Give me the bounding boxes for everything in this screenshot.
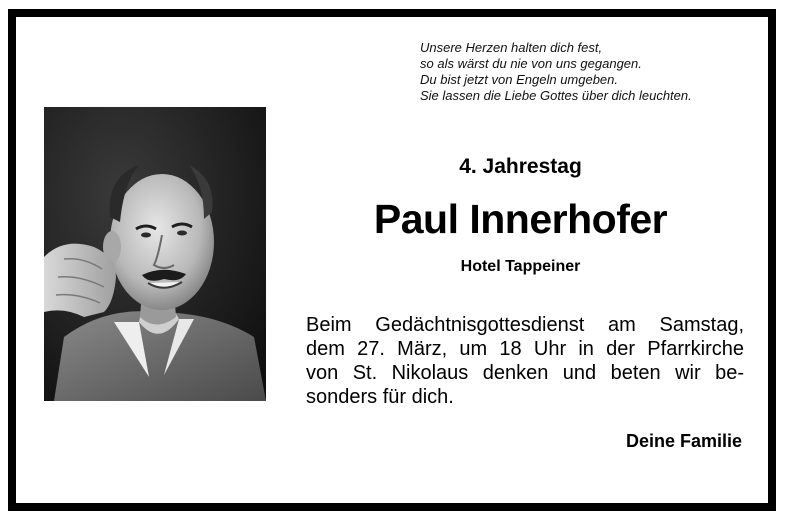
poem-line: Du bist jetzt von Engeln umgeben. — [420, 72, 619, 87]
poem-line: Sie lassen die Liebe Gottes über dich leuchten. — [420, 88, 692, 103]
affiliation-subtitle: Hotel Tappeiner — [460, 258, 581, 275]
message-line: von St. Nikolaus denken und beten wir be- — [306, 362, 744, 384]
deceased-name: Paul Innerhofer — [373, 196, 668, 242]
memorial-message — [306, 313, 744, 409]
message-line: sonders für dich. — [306, 386, 454, 408]
anniversary-label: 4. Jahrestag — [459, 155, 582, 178]
portrait-photo — [44, 107, 266, 401]
memorial-poem — [420, 40, 760, 104]
family-signature: Deine Familie — [625, 431, 742, 451]
poem-line: so als wärst du nie von uns gegangen. — [420, 56, 642, 71]
message-line: dem 27. März, um 18 Uhr in der Pfarrkirche — [306, 338, 744, 360]
portrait-illustration — [44, 107, 266, 401]
poem-line: Unsere Herzen halten dich fest, — [420, 40, 603, 55]
message-line: Beim Gedächtnisgottesdienst am Samstag, — [306, 314, 744, 336]
